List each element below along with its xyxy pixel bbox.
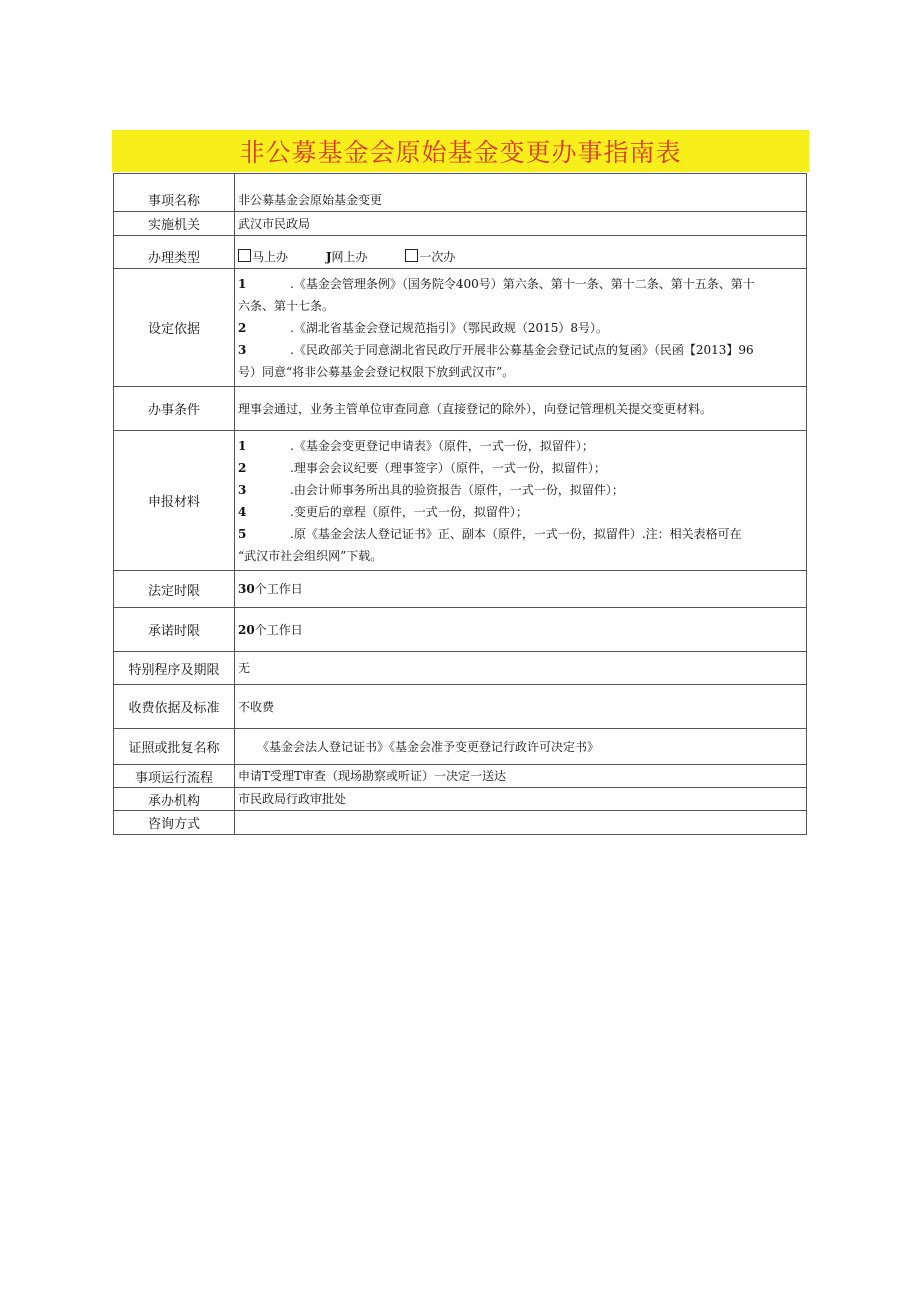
label-promise-limit: 承诺时限 [114, 608, 235, 652]
row-conditions [114, 387, 807, 431]
row-item-name [114, 174, 807, 212]
basis-item-cont: 号）同意“将非公募基金会登记权限下放到武汉市”。 [238, 364, 515, 379]
type-option-once: 一次办 [405, 246, 455, 268]
basis-item: 3 .《民政部关于同意湖北省民政厅开展非公募基金会登记试点的复函》（民函【2013】96 [238, 342, 754, 357]
material-item: 5 .原《基金会法人登记证书》正、副本（原件，一式一份，拟留件）.注：相关表格可在 [238, 526, 742, 541]
label-process: 事项运行流程 [114, 765, 235, 788]
value-process: 申请T受理T审查（现场勘察或听证）一决定一送达 [235, 765, 807, 788]
label-conditions: 办事条件 [114, 387, 235, 431]
type-option-immediate: 马上办 [238, 246, 288, 268]
label-consult: 咨询方式 [114, 811, 235, 835]
value-certificate: 《基金会法人登记证书》《基金会准予变更登记行政许可决定书》 [235, 729, 807, 765]
value-promise-limit: 20个工作日 [235, 608, 807, 652]
value-conditions: 理事会通过，业务主管单位审查同意（直接登记的除外），向登记管理机关提交变更材料。 [235, 387, 807, 431]
label-fee: 收费依据及标准 [114, 685, 235, 729]
value-consult [235, 811, 807, 835]
label-handler: 承办机构 [114, 788, 235, 811]
value-agency: 武汉市民政局 [235, 212, 807, 236]
page-title: 非公募基金会原始基金变更办事指南表 [239, 138, 682, 167]
check-mark: J [325, 250, 332, 264]
value-item-name: 非公募基金会原始基金变更 [235, 174, 807, 212]
label-certificate: 证照或批复名称 [114, 729, 235, 765]
row-process [114, 765, 807, 788]
basis-item: 2 .《湖北省基金会登记规范指引》（鄂民政规（2015）8号）。 [238, 320, 608, 335]
value-fee: 不收费 [235, 685, 807, 729]
label-basis: 设定依据 [114, 269, 235, 387]
value-special: 无 [235, 652, 807, 685]
label-type: 办理类型 [114, 236, 235, 269]
row-basis [114, 269, 807, 387]
row-certificate [114, 729, 807, 765]
material-item: 4 .变更后的章程（原件，一式一份，拟留件）； [238, 504, 528, 519]
row-handler [114, 788, 807, 811]
row-type [114, 236, 807, 269]
value-materials [235, 431, 807, 571]
material-tail: “武汉市社会组织网”下载。 [238, 548, 383, 563]
value-handler: 市民政局行政审批处 [235, 788, 807, 811]
material-item: 3 .由会计师事务所出具的验资报告（原件，一式一份，拟留件）； [238, 482, 624, 497]
label-materials: 申报材料 [114, 431, 235, 571]
row-promise-limit [114, 608, 807, 652]
row-agency [114, 212, 807, 236]
label-special: 特别程序及期限 [114, 652, 235, 685]
row-fee [114, 685, 807, 729]
checkbox-icon [405, 249, 418, 262]
value-legal-limit: 30个工作日 [235, 571, 807, 608]
material-item: 2 .理事会会议纪要（理事签字）（原件，一式一份，拟留件）； [238, 460, 606, 475]
row-materials [114, 431, 807, 571]
label-item-name: 事项名称 [114, 174, 235, 212]
row-consult [114, 811, 807, 835]
row-special [114, 652, 807, 685]
row-legal-limit [114, 571, 807, 608]
value-basis [235, 269, 807, 387]
basis-item: 1 .《基金会管理条例》（国务院令400号）第六条、第十一条、第十二条、第十五条、第十 [238, 276, 755, 291]
label-agency: 实施机关 [114, 212, 235, 236]
value-type [235, 236, 807, 269]
type-option-online: J网上办 [325, 250, 368, 264]
basis-item-cont: 六条、第十七条。 [238, 298, 335, 313]
guide-table [113, 173, 807, 835]
title-banner [112, 130, 809, 172]
material-item: 1 .《基金会变更登记申请表》（原件，一式一份，拟留件）； [238, 438, 594, 453]
checkbox-icon [238, 249, 251, 262]
label-legal-limit: 法定时限 [114, 571, 235, 608]
